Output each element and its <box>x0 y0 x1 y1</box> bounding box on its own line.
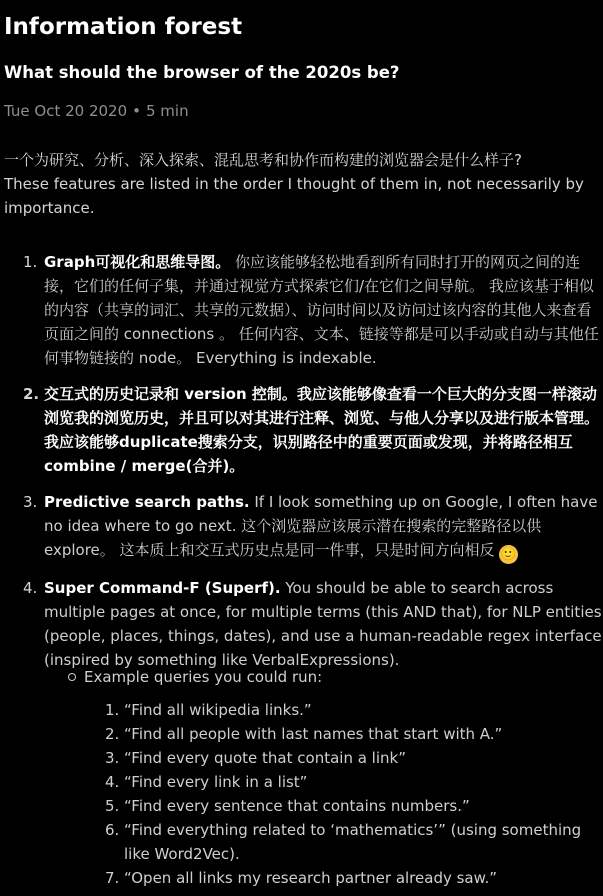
query-item <box>105 818 599 866</box>
list-number: 1. <box>23 253 38 271</box>
feature-item-history <box>23 382 603 478</box>
intro-line-chinese: 一个为研究、分析、深入探索、混乱思考和协作而构建的浏览器会是什么样子? <box>4 151 522 169</box>
list-number: 4. <box>23 579 38 597</box>
query-item <box>105 866 599 890</box>
query-number: 4. <box>105 773 120 791</box>
feature-list <box>23 250 603 684</box>
query-item <box>105 746 599 770</box>
query-number: 2. <box>105 725 120 743</box>
feature-heading: Super Command-F (Superf). <box>44 579 281 597</box>
example-label-item <box>84 665 322 689</box>
query-text: “Find every sentence that contains numbers.” <box>124 797 470 815</box>
list-number: 3. <box>23 493 38 511</box>
article-title: Information forest <box>4 14 243 40</box>
example-label: Example queries you could run: <box>84 668 323 686</box>
feature-heading: 交互式的历史记录和 version 控制。 <box>44 385 297 403</box>
feature-body: If I look something up on Google, I often have no idea where to go next. 这个浏览器应该展示潜在搜索的完整路径以供 explore。 这本质上和交互式历史点是同一件事，只是时间方向相反 <box>44 493 598 559</box>
query-text: “Find all people with last names that start with A.” <box>124 725 503 743</box>
feature-heading: Predictive search paths. <box>44 493 250 511</box>
feature-item-graph <box>23 250 603 370</box>
query-item <box>105 722 599 746</box>
query-item <box>105 794 599 818</box>
query-number: 5. <box>105 797 120 815</box>
hollow-bullet-icon <box>68 673 76 681</box>
feature-body: 我应该能够像查看一个巨大的分支图一样滚动浏览我的浏览历史，并且可以对其进行注释、浏览、与他人分享以及进行版本管理。 我应该能够duplicate搜索分支，识别路径中的重要页面或发现，并将路径相互combine / merge(合并)。 <box>44 385 600 475</box>
example-sublist <box>84 665 322 689</box>
query-text: “Find everything related to ‘mathematics’” (using something like Word2Vec). <box>124 821 582 863</box>
feature-body: You should be able to search across multiple pages at once, for multiple terms (this AND that), for NLP entities (people, places, things, dates), and use a human-readable regex interface (inspired by something like VerbalExpressions). <box>44 579 602 669</box>
feature-item-predictive-search <box>23 490 603 564</box>
query-number: 7. <box>105 869 120 887</box>
publish-date: Tue Oct 20 2020 <box>4 102 128 120</box>
query-text: “Find all wikipedia links.” <box>124 701 312 719</box>
article-meta <box>4 102 189 120</box>
meta-separator: • <box>132 102 141 120</box>
feature-item-superf <box>23 576 603 672</box>
feature-heading: Graph可视化和思维导图。 <box>44 253 231 271</box>
query-text: “Find every link in a list” <box>124 773 308 791</box>
query-text: “Find every quote that contain a link” <box>124 749 406 767</box>
query-item <box>105 698 599 722</box>
read-time: 5 min <box>145 102 189 120</box>
article-subtitle: What should the browser of the 2020s be? <box>4 63 400 82</box>
query-number: 1. <box>105 701 120 719</box>
list-number: 2. <box>23 385 40 403</box>
query-number: 3. <box>105 749 120 767</box>
smile-emoji-icon: 🙂 <box>499 547 517 562</box>
query-text: “Open all links my research partner already saw.” <box>124 869 498 887</box>
example-query-list <box>105 698 599 890</box>
query-item <box>105 770 599 794</box>
intro-line-english: These features are listed in the order I thought of them in, not necessarily by importance. <box>4 175 584 217</box>
feature-body: 你应该能够轻松地看到所有同时打开的网页之间的连接，它们的任何子集，并通过视觉方式探索它们/在它们之间导航。 我应该基于相似的内容（共享的词汇、共享的元数据）、访问时间以及访问过该内容的其他人来查看页面之间的 connections 。 任何内容、文本、链接等都是可以手动或自动与其他任何事物链接的 node。 Everything is indexable. <box>44 253 599 367</box>
query-number: 6. <box>105 821 120 839</box>
intro-paragraph <box>4 148 594 220</box>
